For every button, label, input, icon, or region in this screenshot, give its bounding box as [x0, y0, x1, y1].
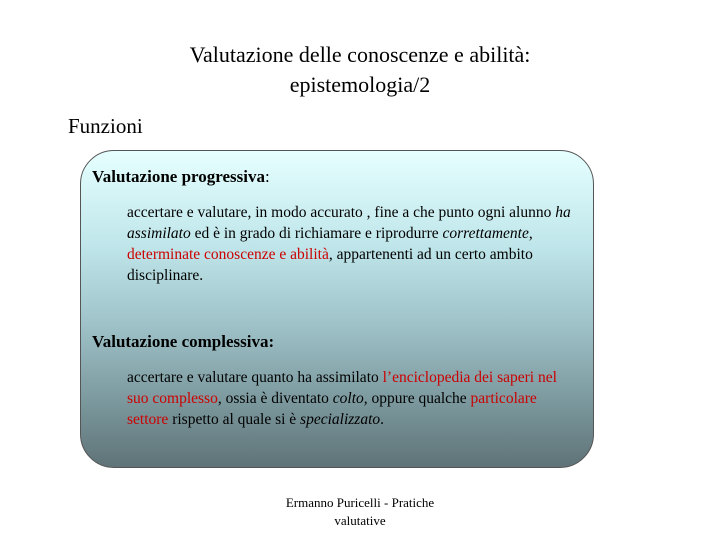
body-text-italic: specializzato — [300, 411, 381, 428]
footer-credit — [260, 494, 460, 530]
footer-line1: Ermanno Puricelli - Pratiche — [285, 495, 435, 510]
body-text-highlight: l’enciclopedia dei saperi nel suo complesso — [127, 369, 557, 407]
body-text-italic: correttamente — [442, 225, 529, 242]
body-text: ed è in grado di richiamare e riprodurre — [190, 225, 443, 242]
body-text: , ossia è diventato — [217, 390, 333, 407]
body-text: rispetto al quale si è — [168, 411, 301, 428]
body-text-italic: ha assimilato — [127, 204, 571, 242]
item-heading-colon: : — [268, 332, 275, 351]
slide-title — [150, 40, 570, 100]
body-text-highlight: determinate conoscenze e abilità — [127, 246, 329, 263]
slide-title-line1: Valutazione delle conoscenze e abilità: — [189, 42, 531, 67]
body-text: accertare e valutare quanto ha assimilato — [127, 369, 383, 386]
body-text-italic: colto — [332, 390, 364, 407]
item-heading-complessiva — [92, 332, 274, 352]
body-text-highlight: particolare settore — [127, 390, 537, 428]
item-body-complessiva — [127, 367, 577, 430]
body-text: accertare e valutare, in modo accurato , fine a che punto ogni alunno — [127, 204, 556, 221]
body-text: , oppure qualche — [363, 390, 471, 407]
item-heading-text: Valutazione progressiva — [92, 167, 266, 186]
slide-title-line2: epistemologia/2 — [289, 72, 431, 97]
body-text: , appartenenti ad un certo ambito disciplinare. — [127, 246, 533, 284]
item-heading-text: Valutazione complessiva — [92, 332, 269, 351]
body-text: . — [380, 411, 385, 428]
section-label: Funzioni — [68, 114, 143, 138]
item-heading-colon: : — [265, 167, 270, 186]
item-body-progressiva — [127, 202, 577, 286]
item-heading-progressiva — [92, 167, 270, 187]
body-text: , — [528, 225, 533, 242]
footer-line2: valutative — [334, 513, 386, 528]
